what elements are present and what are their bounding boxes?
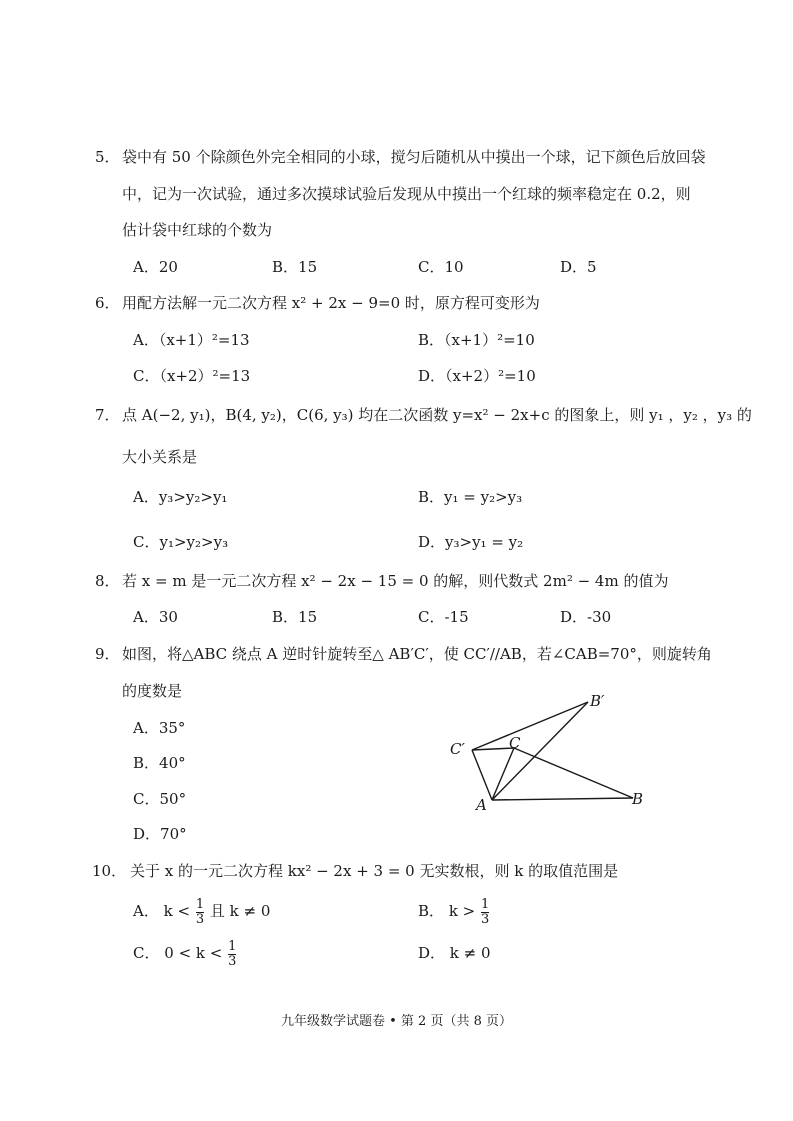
- q6-option-b: B．（x+1）²=10: [418, 331, 535, 349]
- frac-denominator: 3: [481, 911, 490, 927]
- segment-ab-prime: [492, 702, 588, 800]
- page-footer: 九年级数学试题卷 • 第 2 页（共 8 页）: [280, 1014, 512, 1029]
- frac-numerator: 1: [228, 939, 237, 954]
- q8-option-a: A．30: [133, 608, 178, 626]
- q10-option-c-prefix: C．: [133, 944, 160, 963]
- q9-option-b: B．40°: [133, 754, 186, 772]
- q5-line-1: 袋中有 50 个除颜色外完全相同的小球，搅匀后随机从中摸出一个球，记下颜色后放回袋: [122, 148, 706, 166]
- frac-numerator: 1: [195, 897, 205, 912]
- q9-line-1: 如图，将△ABC 绕点 A 逆时针旋转至△ AB′C′，使 CC′//AB，若∠CAB=70°，则旋转角: [122, 645, 712, 663]
- q5-option-d: D．5: [560, 258, 597, 276]
- q9-line-2: 的度数是: [122, 682, 183, 700]
- fraction-one-third-c: [228, 940, 236, 968]
- q6-number: 6．: [95, 294, 120, 312]
- q8-option-c: C．-15: [418, 608, 469, 626]
- q5-number: 5．: [95, 148, 120, 166]
- frac-denominator: 3: [195, 911, 205, 927]
- q10-option-a-post: 且 k ≠ 0: [209, 902, 271, 921]
- segment-c-prime-c: [472, 748, 514, 750]
- q8-option-d: D．-30: [560, 608, 612, 626]
- label-b: B: [632, 790, 644, 808]
- q10-option-a-pre: k <: [163, 902, 191, 921]
- label-b-prime: B′: [590, 692, 605, 710]
- q7-line-2: 大小关系是: [122, 448, 198, 466]
- segment-c-prime-b-prime: [472, 702, 588, 750]
- q9-option-c: C．50°: [133, 790, 187, 808]
- q10-option-a-prefix: A．: [133, 902, 159, 921]
- rotation-figure: [448, 690, 653, 815]
- fraction-one-third-a: [196, 898, 204, 926]
- q5-line-2: 中，记为一次试验，通过多次摸球试验后发现从中摸出一个红球的频率稳定在 0.2，则: [122, 185, 691, 203]
- q8-line-1: 若 x = m 是一元二次方程 x² − 2x − 15 = 0 的解，则代数式 2m² − 4m 的值为: [122, 572, 669, 590]
- q10-option-b: [418, 898, 490, 926]
- q5-option-c: C．10: [418, 258, 464, 276]
- q7-option-c: C．y₁>y₂>y₃: [133, 533, 229, 551]
- q8-number: 8．: [95, 572, 120, 590]
- q10-option-c: [133, 940, 237, 968]
- q7-number: 7．: [95, 406, 120, 424]
- q10-option-c-pre: 0 < k <: [164, 944, 223, 963]
- q10-option-b-prefix: B．: [418, 902, 445, 921]
- q7-option-d: D．y₃>y₁ = y₂: [418, 533, 524, 551]
- label-a: A: [476, 796, 487, 814]
- q10-option-a: [133, 898, 270, 926]
- q8-option-b: B．15: [272, 608, 318, 626]
- q9-number: 9．: [95, 645, 120, 663]
- frac-numerator: 1: [481, 897, 490, 912]
- frac-denominator: 3: [228, 953, 237, 969]
- segment-cb: [514, 748, 633, 798]
- q10-line-1: 关于 x 的一元二次方程 kx² − 2x + 3 = 0 无实数根，则 k 的取值范围是: [130, 862, 619, 880]
- q6-line-1: 用配方法解一元二次方程 x² + 2x − 9=0 时，原方程可变形为: [122, 294, 540, 312]
- fraction-one-third-b: [481, 898, 489, 926]
- segment-ab: [492, 798, 633, 800]
- q6-option-c: C．（x+2）²=13: [133, 367, 251, 385]
- q6-option-a: A．（x+1）²=13: [133, 331, 250, 349]
- q7-line-1: 点 A(−2, y₁)，B(4, y₂)，C(6, y₃) 均在二次函数 y=x² − 2x+c 的图象上，则 y₁ ，y₂ ，y₃ 的: [122, 406, 752, 424]
- q5-option-a: A．20: [133, 258, 178, 276]
- q5-line-3: 估计袋中红球的个数为: [122, 221, 273, 239]
- q7-option-a: A．y₃>y₂>y₁: [133, 488, 228, 506]
- segment-ac-prime: [472, 750, 492, 800]
- q6-option-d: D．（x+2）²=10: [418, 367, 536, 385]
- q5-option-b: B．15: [272, 258, 318, 276]
- segment-ac: [492, 748, 514, 800]
- q7-option-b: B．y₁ = y₂>y₃: [418, 488, 523, 506]
- label-c-prime: C′: [450, 740, 465, 758]
- q10-option-b-pre: k >: [448, 902, 476, 921]
- q10-option-d: D． k ≠ 0: [418, 944, 491, 962]
- label-c: C: [509, 734, 521, 752]
- q10-number: 10．: [92, 862, 127, 880]
- q9-option-d: D．70°: [133, 825, 187, 843]
- q9-option-a: A．35°: [133, 719, 186, 737]
